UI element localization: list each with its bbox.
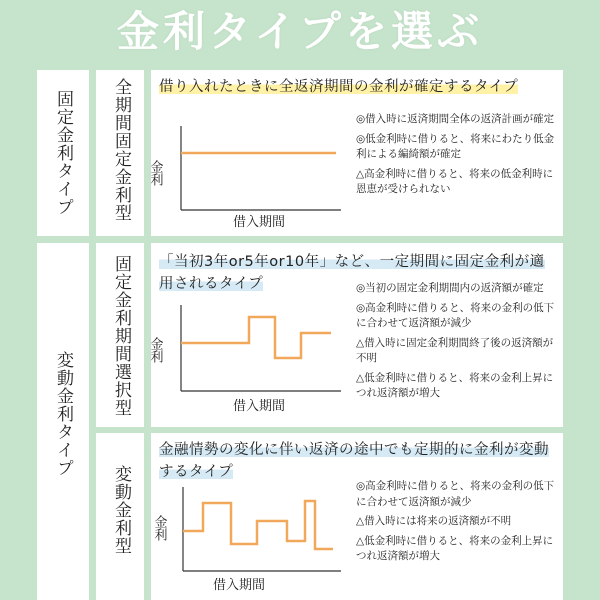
section-2-panel <box>147 243 563 427</box>
section-1-chart <box>147 106 351 236</box>
note: ◎高金利時に借りると、将来の金利の低下に合わせて返済額が減少 <box>356 480 555 508</box>
section-2-heading-text: 「当初3年or5年or10年」など、一定期間に固定金利が適用されるタイプ <box>159 254 545 292</box>
note: ◎借入時に返済期間全体の返済計画が確定 <box>356 113 555 125</box>
y-axis-label: 金利 <box>151 515 167 541</box>
section-3-chart <box>151 481 351 600</box>
section-1-panel <box>147 70 563 236</box>
type-label-2: 固定金利期間選択型 <box>111 255 131 417</box>
rate-line <box>181 317 331 358</box>
type-label-1: 全期間固定金利型 <box>111 78 131 222</box>
note: △低金利時に借りると、将来の金利上昇につれ返済額が増大 <box>356 371 554 399</box>
section-3-panel <box>151 433 563 600</box>
note: ◎高金利時に借りると、将来の金利の低下に合わせて返済額が減少 <box>356 301 555 329</box>
type-label-panel-3 <box>96 433 144 600</box>
x-axis-label: 借入期間 <box>213 578 266 593</box>
note: △高金利時に借りると、将来の低金利時に恩恵が受けられない <box>356 167 554 195</box>
section-2-notes <box>356 281 556 406</box>
section-1-heading <box>159 76 559 98</box>
category-variable-label: 変動金利タイプ <box>53 351 73 477</box>
y-axis-label: 金利 <box>147 337 163 363</box>
section-1-heading-text: 借り入れたときに全返済期間の金利が確定するタイプ <box>159 79 519 95</box>
page-title: 金利タイプを選ぶ <box>117 7 483 56</box>
type-label-panel-2 <box>96 243 144 427</box>
note: ◎低金利時に借りると、将来にわたり低金利による編綺額が確定 <box>356 132 555 160</box>
category-fixed-panel <box>37 70 89 236</box>
note: △借入時には将来の返済額が不明 <box>356 515 512 527</box>
section-3-heading <box>159 439 559 483</box>
section-2-chart <box>147 295 351 425</box>
type-label-panel-1 <box>96 70 144 236</box>
note: △借入時に固定金利期間終了後の返済額が不明 <box>356 336 554 364</box>
category-variable-panel <box>37 243 89 600</box>
note: △低金利時に借りると、将来の金利上昇につれ返済額が増大 <box>356 534 554 562</box>
type-label-3: 変動金利型 <box>111 465 131 555</box>
y-axis-label: 金利 <box>147 160 163 186</box>
section-3-notes <box>356 479 556 569</box>
section-3-heading-text: 金融情勢の変化に伴い返済の途中でも定期的に金利が変動するタイプ <box>159 442 549 480</box>
rate-line <box>183 501 333 549</box>
category-fixed-label: 固定金利タイプ <box>53 90 73 216</box>
x-axis-label: 借入期間 <box>233 399 286 414</box>
x-axis-label: 借入期間 <box>233 215 286 230</box>
section-1-notes <box>356 112 556 202</box>
note: ◎当初の固定金利期間内の返済額が確定 <box>356 282 544 294</box>
